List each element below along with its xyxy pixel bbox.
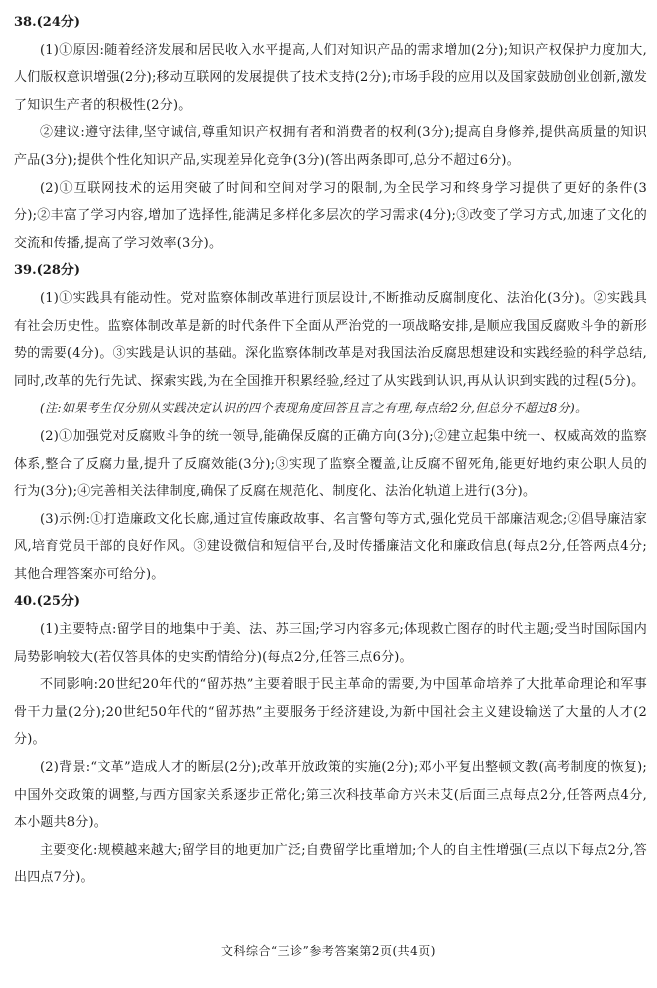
q38-answer-1-suggestions: ②建议:遵守法律,坚守诚信,尊重知识产权拥有者和消费者的权利(3分);提高自身修养,提供高质量的知识产品(3分);提供个性化知识产品,实现差异化竞争(3分)(答出两条即可,总分不超过6分)。 — [14, 125, 647, 168]
q40-answer-2-background: (2)背景:“文革”造成人才的断层(2分);改革开放政策的实施(2分);邓小平复出整顿文教(高考制度的恢复);中国外交政策的调整,与西方国家关系逐步正常化;第三次科技革命方兴未艾(后面三点每点2分,任答两点4分,本小题共8分)。 — [14, 760, 647, 831]
question-38-heading: 38.(24分) — [14, 15, 81, 30]
q38-answer-2: (2)①互联网技术的运用突破了时间和空间对学习的限制,为全民学习和终身学习提供了更好的条件(3分);②丰富了学习内容,增加了选择性,能满足多样化多层次的学习需求(4分);③改变了学习方式,加速了文化的交流和传播,提高了学习效率(3分)。 — [14, 180, 647, 251]
page-footer: 文科综合“三诊”参考答案第2页(共4页) — [221, 944, 436, 958]
q40-answer-1-impacts: 不同影响:20世纪20年代的“留苏热”主要着眼于民主革命的需要,为中国革命培养了大批革命理论和军事骨干力量(2分);20世纪50年代的“留苏热”主要服务于经济建设,为新中国社会主义建设输送了大量的人才(2分)。 — [14, 677, 647, 748]
question-39 — [14, 257, 647, 588]
q40-answer-2-changes: 主要变化:规模越来越大;留学目的地更加广泛;自费留学比重增加;个人的自主性增强(三点以下每点2分,答出四点7分)。 — [14, 842, 647, 886]
question-40-heading: 40.(25分) — [14, 594, 81, 610]
question-39-heading: 39.(28分) — [14, 263, 81, 279]
question-38 — [14, 9, 647, 257]
q38-answer-1-reasons: (1)①原因:随着经济发展和居民收入水平提高,人们对知识产品的需求增加(2分);知识产权保护力度加大,人们版权意识增强(2分);移动互联网的发展提供了技术支持(2分);市场手段的应用以及国家鼓励创业创新,激发了知识生产者的积极性(2分)。 — [14, 42, 647, 113]
q40-answer-1-features: (1)主要特点:留学目的地集中于美、法、苏三国;学习内容多元;体现救亡图存的时代主题;受当时国际国内局势影响较大(若仅答具体的史实酌情给分)(每点2分,任答三点6分)。 — [14, 622, 647, 665]
question-40 — [14, 588, 647, 892]
q39-answer-3: (3)示例:①打造廉政文化长廊,通过宣传廉政故事、名言警句等方式,强化党员干部廉洁观念;②倡导廉洁家风,培育党员干部的良好作风。③建设微信和短信平台,及时传播廉洁文化和廉政信息(每点2分,任答两点4分;其他合理答案亦可给分)。 — [14, 511, 647, 582]
q39-answer-2: (2)①加强党对反腐败斗争的统一领导,能确保反腐的正确方向(3分);②建立起集中统一、权威高效的监察体系,整合了反腐力量,提升了反腐效能(3分);③实现了监察全覆盖,让反腐不留死角,能更好地约束公职人员的行为(3分);④完善相关法律制度,确保了反腐在规范化、制度化、法治化轨道上进行(3分)。 — [14, 428, 647, 500]
q39-answer-1: (1)①实践具有能动性。党对监察体制改革进行顶层设计,不断推动反腐制度化、法治化(3分)。②实践具有社会历史性。监察体制改革是新的时代条件下全面从严治党的一项战略安排,是顺应我国反腐败斗争的新形势的需要(4分)。③实践是认识的基础。深化监察体制改革是对我国法治反腐思想建设和实践经验的科学总结,同时,改革的先行先试、探索实践,为在全国推开积累经验,经过了从实践到认识,再从认识到实践的过程(5分)。 — [14, 290, 647, 389]
q39-scoring-note: (注:如果考生仅分别从实践决定认识的四个表现角度回答且言之有理,每点给2分,但总分不超过8分)。 — [40, 401, 588, 416]
